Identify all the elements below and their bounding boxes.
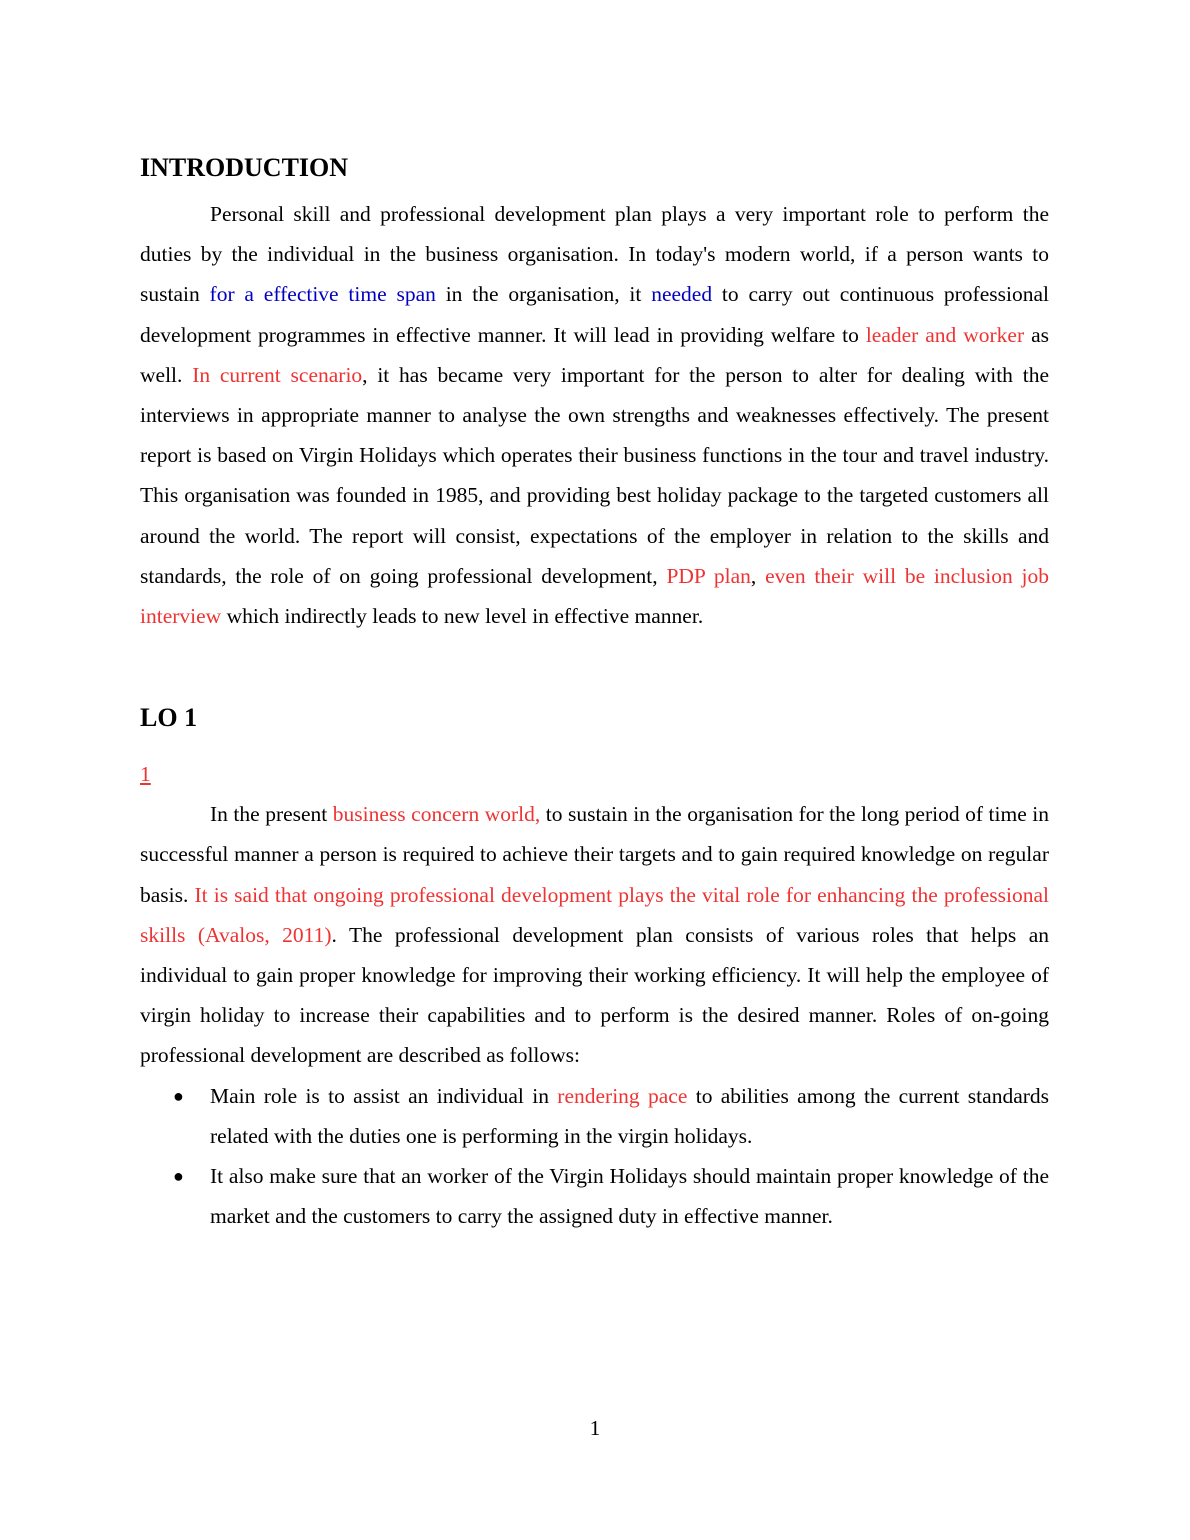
text-run: Personal skill and professional development plan plays a very important role to perform the duties by the individual in the business organisation. In today's modern world, if a person wants to sustain [140,202,1049,307]
lo1-heading: LO 1 [140,703,198,733]
highlight-red: rendering pace [557,1083,688,1108]
bullet-icon: ● [173,1085,184,1106]
highlight-blue: needed [651,282,713,307]
list-item [140,1156,1049,1236]
highlight-red: leader and worker [865,322,1025,347]
text-run: to sustain in the organisation for the long period of time in successful manner a person is required to achieve their targets and to gain required knowledge on regular basis. [140,802,1049,907]
highlight-red: In current scenario [192,362,363,387]
lo1-subsection-number: 1 [140,762,151,787]
document-page [140,148,1049,1236]
highlight-blue: for a effective time span [209,282,436,307]
bullet-icon: ● [173,1166,184,1187]
page-number: 1 [589,1416,601,1440]
text-run: . The professional development plan consists of various roles that helps an individual to gain proper knowledge for improving their working efficiency. It will help the employee of virgin holiday to increase their capabilities and to perform is the desired manner. Roles of on-going professional development are described as follows: [140,922,1049,1068]
roles-list [140,1076,1049,1237]
text-run: In the present [210,802,333,827]
lo1-paragraph [140,794,1049,1075]
highlight-red: business concern world, [332,802,541,827]
text-run: as well. [140,322,1049,387]
text-run: Main role is to assist an individual in [210,1083,558,1108]
text-run: to carry out continuous professional development programmes in effective manner. It will lead in providing welfare to [140,282,1049,347]
text-run: , it has became very important for the person to alter for dealing with the interviews in appropriate manner to analyse the own strengths and weaknesses effectively. The present report is based on Virgin Holidays which operates their business functions in the tour and travel industry. This organisation was founded in 1985, and providing best holiday package to the targeted customers all around the world. The report will consist, expectations of the employer in relation to the skills and standards, the role of on going professional development, [140,362,1049,588]
text-run: which indirectly leads to new level in effective manner. [221,604,704,629]
text-run: to abilities among the current standards related with the duties one is performing in the virgin holidays. [210,1083,1050,1148]
text-run: , [750,563,766,588]
highlight-red: PDP plan [666,563,751,588]
text-run: It also make sure that an worker of the Virgin Holidays should maintain proper knowledge of the market and the customers to carry the assigned duty in effective manner. [210,1164,1049,1229]
highlight-red: It is said that ongoing professional development plays the vital role for enhancing the professional skills (Avalos, 2011) [140,882,1049,947]
introduction-paragraph [140,194,1049,636]
text-run: in the organisation, it [435,282,652,307]
introduction-heading: INTRODUCTION [140,153,349,182]
list-item [140,1076,1049,1156]
highlight-red: even their will be inclusion job interview [140,563,1050,629]
